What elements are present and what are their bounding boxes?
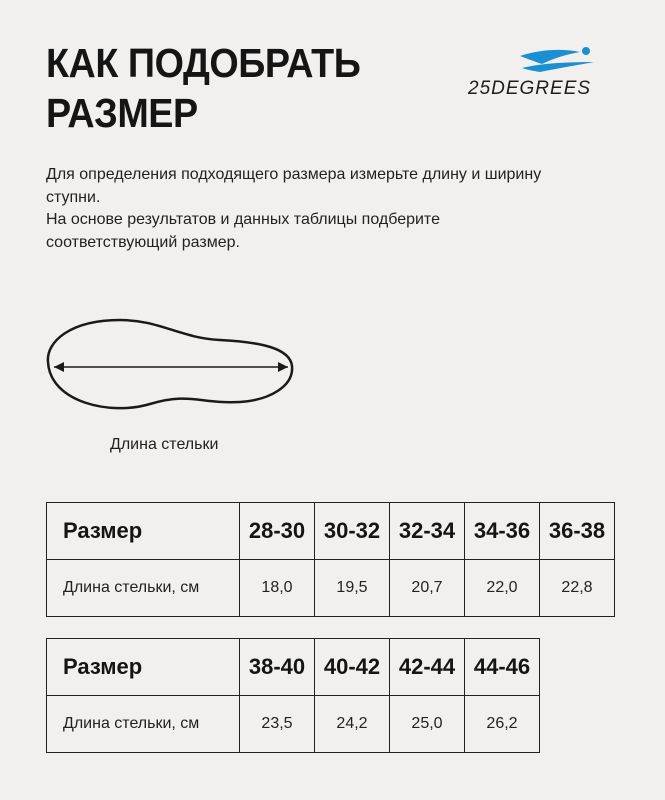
table-header-row bbox=[47, 639, 540, 696]
size-cell: 36-38 bbox=[540, 503, 615, 560]
size-cell: 44-46 bbox=[465, 639, 540, 696]
table-header-row bbox=[47, 503, 615, 560]
brand-name: 25DEGREES bbox=[468, 78, 592, 99]
size-cell: 32-34 bbox=[390, 503, 465, 560]
length-cell: 25,0 bbox=[390, 696, 465, 753]
description-paragraph: Для определения подходящего размера измерьте длину и ширину ступни. bbox=[46, 166, 542, 206]
length-cell: 22,8 bbox=[540, 560, 615, 617]
size-cell: 28-30 bbox=[240, 503, 315, 560]
size-table bbox=[46, 638, 540, 753]
description bbox=[46, 164, 546, 254]
row-label: Длина стельки, см bbox=[47, 560, 240, 617]
swimmer-icon bbox=[468, 42, 618, 82]
table-row bbox=[47, 560, 615, 617]
length-cell: 24,2 bbox=[315, 696, 390, 753]
table-row bbox=[47, 696, 540, 753]
header-label: Размер bbox=[47, 639, 240, 696]
row-label: Длина стельки, см bbox=[47, 696, 240, 753]
insole-length-label: Длина стельки bbox=[110, 436, 219, 453]
foot-outline-icon bbox=[40, 312, 302, 420]
brand-logo bbox=[468, 42, 620, 102]
length-cell: 19,5 bbox=[315, 560, 390, 617]
size-cell: 30-32 bbox=[315, 503, 390, 560]
size-cell: 42-44 bbox=[390, 639, 465, 696]
length-cell: 23,5 bbox=[240, 696, 315, 753]
length-cell: 26,2 bbox=[465, 696, 540, 753]
length-cell: 22,0 bbox=[465, 560, 540, 617]
description-paragraph: На основе результатов и данных таблицы подберите соответствующий размер. bbox=[46, 211, 440, 251]
page-title-line-1: КАК ПОДОБРАТЬ bbox=[46, 40, 361, 86]
length-cell: 18,0 bbox=[240, 560, 315, 617]
header-label: Размер bbox=[47, 503, 240, 560]
size-cell: 38-40 bbox=[240, 639, 315, 696]
length-cell: 20,7 bbox=[390, 560, 465, 617]
size-cell: 34-36 bbox=[465, 503, 540, 560]
page-title bbox=[46, 38, 360, 138]
page-title-line-2: РАЗМЕР bbox=[46, 90, 198, 136]
size-table bbox=[46, 502, 615, 617]
size-cell: 40-42 bbox=[315, 639, 390, 696]
